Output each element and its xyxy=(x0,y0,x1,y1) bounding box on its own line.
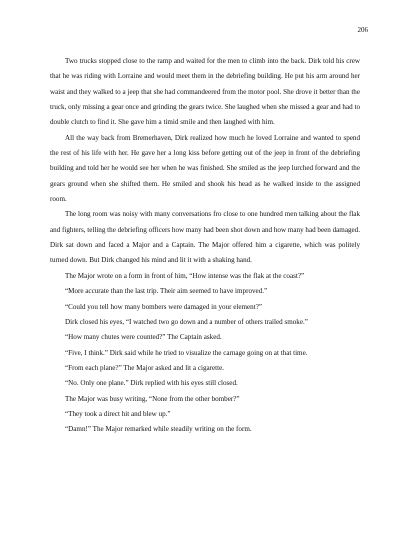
paragraph-8: “How many chutes were counted?” The Captain asked. xyxy=(65,333,222,342)
paragraph-11: “No. Only one plane.” Dirk replied with his eyes still closed. xyxy=(65,379,238,388)
paragraph-13: “They took a direct hit and blew up.” xyxy=(65,409,171,418)
paragraph-6: “Could you tell how many bombers were damaged in your element?” xyxy=(65,302,262,311)
paragraph-2: All the way back from Bremerhaven, Dirk realized how much he loved Lorraine and wanted to spend the rest of his life with her. He gave her a long kiss before getting out of the jeep in front of the debriefing building and told her he would see her when he was finished. She smiled as the jeep lurched forward and the gears ground when she shifted them. He smiled and shook his head as he walked inside to the assigned room. xyxy=(50,133,360,204)
paragraph-3: The long room was noisy with many conversations fro close to one hundred men talking about the flak and fighters, telling the debriefing officers how many had been shot down and how many had been damaged. Dirk sat down and faced a Major and a Captain. The Major offered him a cigarette, which was politely turned down. But Dirk changed his mind and lit it with a shaking hand. xyxy=(50,210,360,265)
paragraph-5: “More accurate than the last trip. Their aim seemed to have improved.” xyxy=(65,287,268,296)
body-text xyxy=(50,54,360,438)
paragraph-14: “Damn!” The Major remarked while steadily writing on the form. xyxy=(65,425,252,434)
paragraph-7: Dirk closed his eyes, “I watched two go down and a number of others trailed smoke.” xyxy=(65,317,308,326)
paragraph-9: “Five, I think.” Dirk said while he tried to visualize the carnage going on at that time. xyxy=(65,348,308,357)
paragraph-10: “From each plane?” The Major asked and lit a cigarette. xyxy=(65,363,225,372)
paragraph-4: The Major wrote on a form in front of him, “How intense was the flak at the coast?” xyxy=(65,271,305,280)
paragraph-1: Two trucks stopped close to the ramp and waited for the men to climb into the back. Dirk told his crew that he was riding with Lorraine and would meet them in the debriefing building. He put his arm around her waist and they walked to a jeep that she had commandeered from the motor pool. She drove it better than the truck, only missing a gear once and grinding the gears twice. She laughed when she missed a gear and had to double clutch to find it. She gave him a timid smile and then laughed with him. xyxy=(50,57,360,127)
paragraph-12: The Major was busy writing, “None from the other bomber?” xyxy=(65,394,240,403)
page-number: 206 xyxy=(357,26,368,34)
